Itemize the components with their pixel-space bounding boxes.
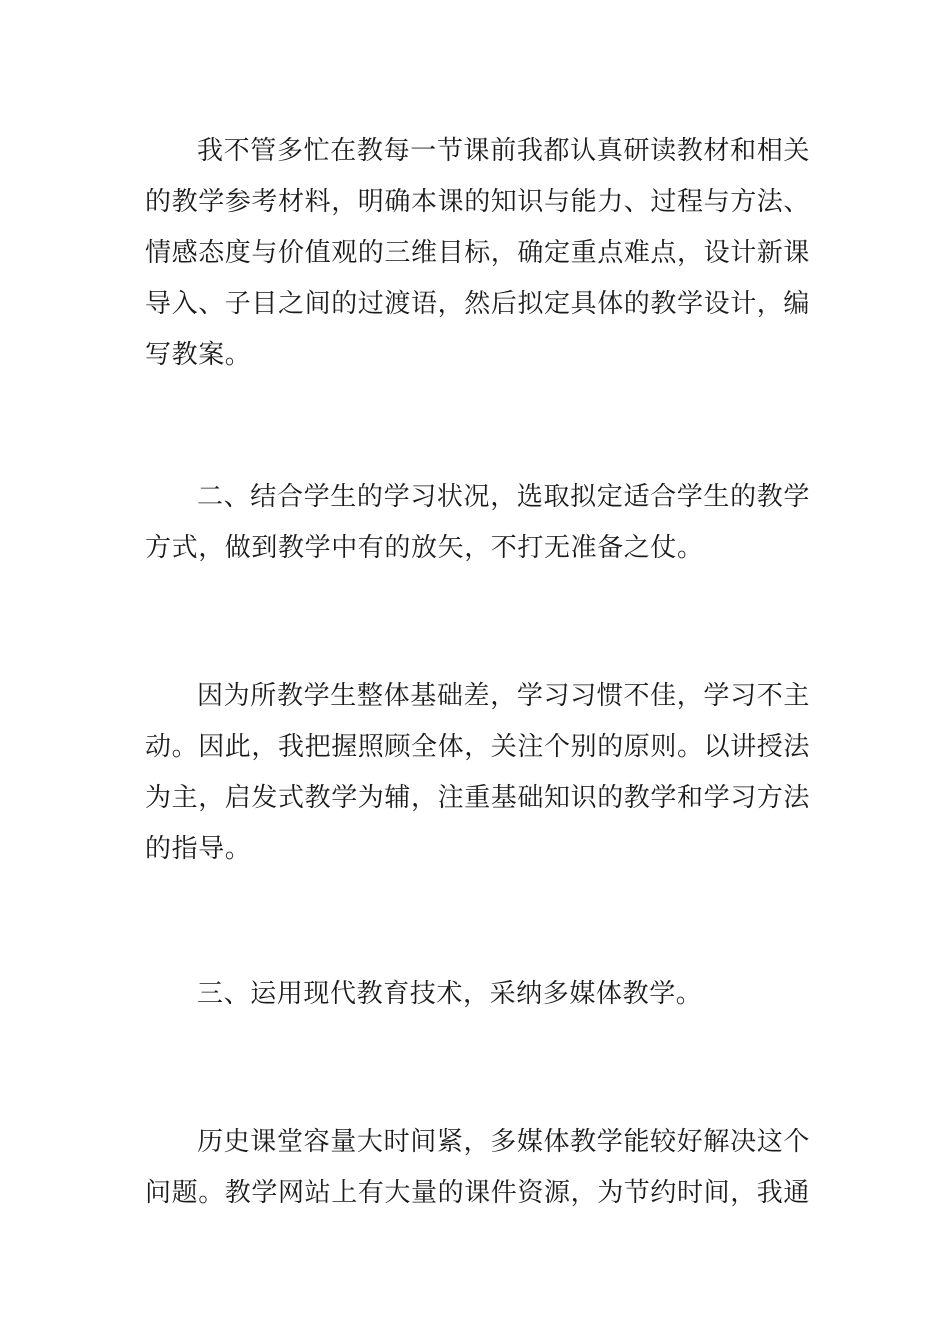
paragraph-lesson-preparation: 我不管多忙在教每一节课前我都认真研读教材和相关的教学参考材料，明确本课的知识与能力、过程与方法、情感态度与价值观的三维目标，确定重点难点，设计新课导入、子目之间的过渡语，然后拟定具体的教学设计，编写教案。: [145, 136, 811, 370]
paragraph-multimedia: 历史课堂容量大时间紧，多媒体教学能较好解决这个问题。教学网站上有大量的课件资源，为节约时间，我通: [145, 1127, 811, 1208]
paragraph-teaching-method: 因为所教学生整体基础差，学习习惯不佳，学习不主动。因此，我把握照顾全体，关注个别的原则。以讲授法为主，启发式教学为辅，注重基础知识的教学和学习方法的指导。: [145, 681, 811, 864]
heading-point-three: 三、运用现代教育技术，采纳多媒体教学。: [197, 979, 703, 1009]
heading-point-two: 二、结合学生的学习状况，选取拟定适合学生的教学方式，做到教学中有的放矢，不打无准备之仗。: [145, 482, 810, 563]
